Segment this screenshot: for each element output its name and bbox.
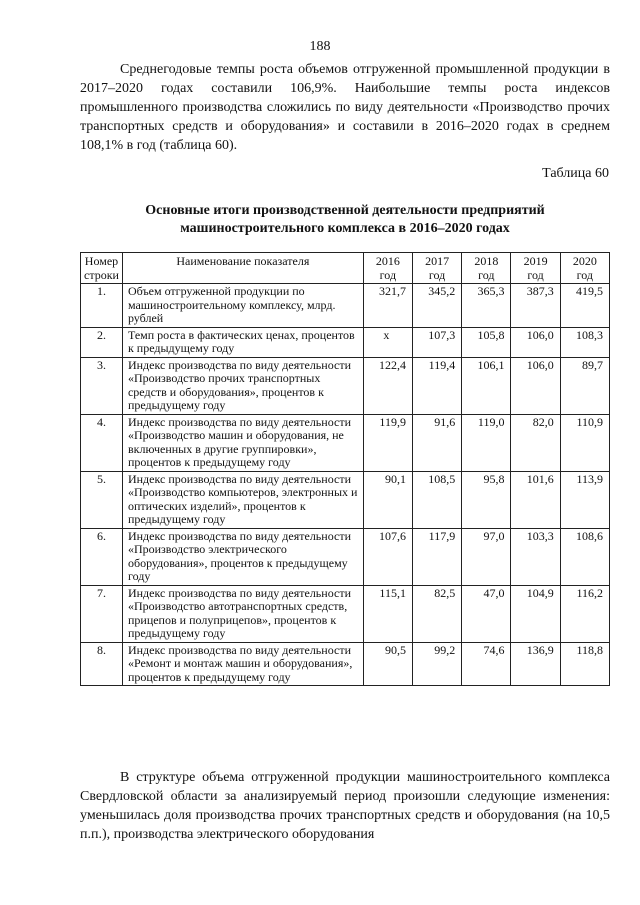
intro-paragraph: Среднегодовые темпы роста объемов отгруженной промышленной продукции в 2017–2020 годах составили 106,9%. Наибольшие темпы роста индексов промышленного производства сложились по виду деятельности «Производство прочих транспортных средств и оборудования» и составили в 2016–2020 годах в среднем 108,1% в год (таблица 60).	[80, 62, 610, 153]
row-value-2019: 104,9	[511, 585, 560, 642]
row-value-2018: 74,6	[462, 642, 511, 686]
header-number: Номер строки	[81, 253, 123, 284]
row-name: Объем отгруженной продукции по машиностроительному комплексу, млрд. рублей	[122, 284, 363, 328]
row-value-2017: 119,4	[412, 357, 461, 414]
row-number: 4.	[81, 414, 123, 471]
row-value-2018: 106,1	[462, 357, 511, 414]
row-value-2016: 90,5	[363, 642, 412, 686]
row-value-2016: 321,7	[363, 284, 412, 328]
row-number: 8.	[81, 642, 123, 686]
row-value-2019: 82,0	[511, 414, 560, 471]
page-number: 188	[309, 39, 331, 54]
table-row	[81, 357, 610, 414]
row-value-2018: 47,0	[462, 585, 511, 642]
row-value-2019: 106,0	[511, 327, 560, 357]
row-value-2017: 107,3	[412, 327, 461, 357]
row-value-2019: 101,6	[511, 471, 560, 528]
header-year: 2016 год	[363, 253, 412, 284]
table-row	[81, 642, 610, 686]
row-number: 2.	[81, 327, 123, 357]
row-number: 5.	[81, 471, 123, 528]
row-value-2017: 99,2	[412, 642, 461, 686]
row-value-2018: 119,0	[462, 414, 511, 471]
row-value-2016: 119,9	[363, 414, 412, 471]
row-name: Индекс производства по виду деятельности «Производство электрического оборудования», процентов к предыдущему году	[122, 528, 363, 585]
row-value-2017: 82,5	[412, 585, 461, 642]
row-value-2017: 108,5	[412, 471, 461, 528]
row-value-2020: 110,9	[560, 414, 609, 471]
row-value-2017: 91,6	[412, 414, 461, 471]
row-value-2019: 103,3	[511, 528, 560, 585]
row-value-2018: 365,3	[462, 284, 511, 328]
table-title-line2: машиностроительного комплекса в 2016–2020 годах	[180, 221, 510, 236]
table-row	[81, 327, 610, 357]
row-value-2020: 113,9	[560, 471, 609, 528]
row-value-2020: 118,8	[560, 642, 609, 686]
row-value-2016: 90,1	[363, 471, 412, 528]
table-row	[81, 471, 610, 528]
row-number: 7.	[81, 585, 123, 642]
closing-paragraph: В структуре объема отгруженной продукции машиностроительного комплекса Свердловской области за анализируемый период произошли следующие изменения: уменьшилась доля производства прочих транспортных средств и оборудования (на 10,5 п.п.), производства электрического оборудования	[80, 770, 610, 842]
row-name: Индекс производства по виду деятельности «Производство машин и оборудования, не включенных в другие группировки», процентов к предыдущему году	[122, 414, 363, 471]
row-value-2020: 108,6	[560, 528, 609, 585]
header-year: 2017 год	[412, 253, 461, 284]
row-value-2020: 116,2	[560, 585, 609, 642]
table-title	[80, 202, 610, 238]
row-value-2016: 122,4	[363, 357, 412, 414]
row-number: 3.	[81, 357, 123, 414]
row-value-2016: х	[363, 327, 412, 357]
row-value-2018: 95,8	[462, 471, 511, 528]
row-value-2016: 107,6	[363, 528, 412, 585]
header-year: 2019 год	[511, 253, 560, 284]
row-value-2019: 387,3	[511, 284, 560, 328]
table-header-row	[81, 253, 610, 284]
table-row	[81, 284, 610, 328]
row-value-2017: 345,2	[412, 284, 461, 328]
row-value-2020: 419,5	[560, 284, 609, 328]
table-title-line1: Основные итоги производственной деятельности предприятий	[145, 203, 545, 218]
row-name: Индекс производства по виду деятельности «Производство прочих транспортных средств и оборудования», процентов к предыдущему году	[122, 357, 363, 414]
table-row	[81, 414, 610, 471]
row-number: 1.	[81, 284, 123, 328]
row-value-2019: 106,0	[511, 357, 560, 414]
row-value-2020: 108,3	[560, 327, 609, 357]
row-value-2016: 115,1	[363, 585, 412, 642]
row-name: Темп роста в фактических ценах, процентов к предыдущему году	[122, 327, 363, 357]
row-value-2017: 117,9	[412, 528, 461, 585]
table-row	[81, 585, 610, 642]
data-table	[80, 252, 610, 686]
row-name: Индекс производства по виду деятельности «Производство автотранспортных средств, прицепов и полуприцепов», процентов к предыдущему году	[122, 585, 363, 642]
header-year: 2020 год	[560, 253, 609, 284]
row-value-2020: 89,7	[560, 357, 609, 414]
row-number: 6.	[81, 528, 123, 585]
row-value-2018: 97,0	[462, 528, 511, 585]
header-year: 2018 год	[462, 253, 511, 284]
table-row	[81, 528, 610, 585]
row-value-2019: 136,9	[511, 642, 560, 686]
row-name: Индекс производства по виду деятельности «Производство компьютеров, электронных и оптических изделий», процентов к предыдущему году	[122, 471, 363, 528]
header-name: Наименование показателя	[122, 253, 363, 284]
row-name: Индекс производства по виду деятельности «Ремонт и монтаж машин и оборудования», процентов к предыдущему году	[122, 642, 363, 686]
row-value-2018: 105,8	[462, 327, 511, 357]
table-label: Таблица 60	[542, 166, 609, 181]
